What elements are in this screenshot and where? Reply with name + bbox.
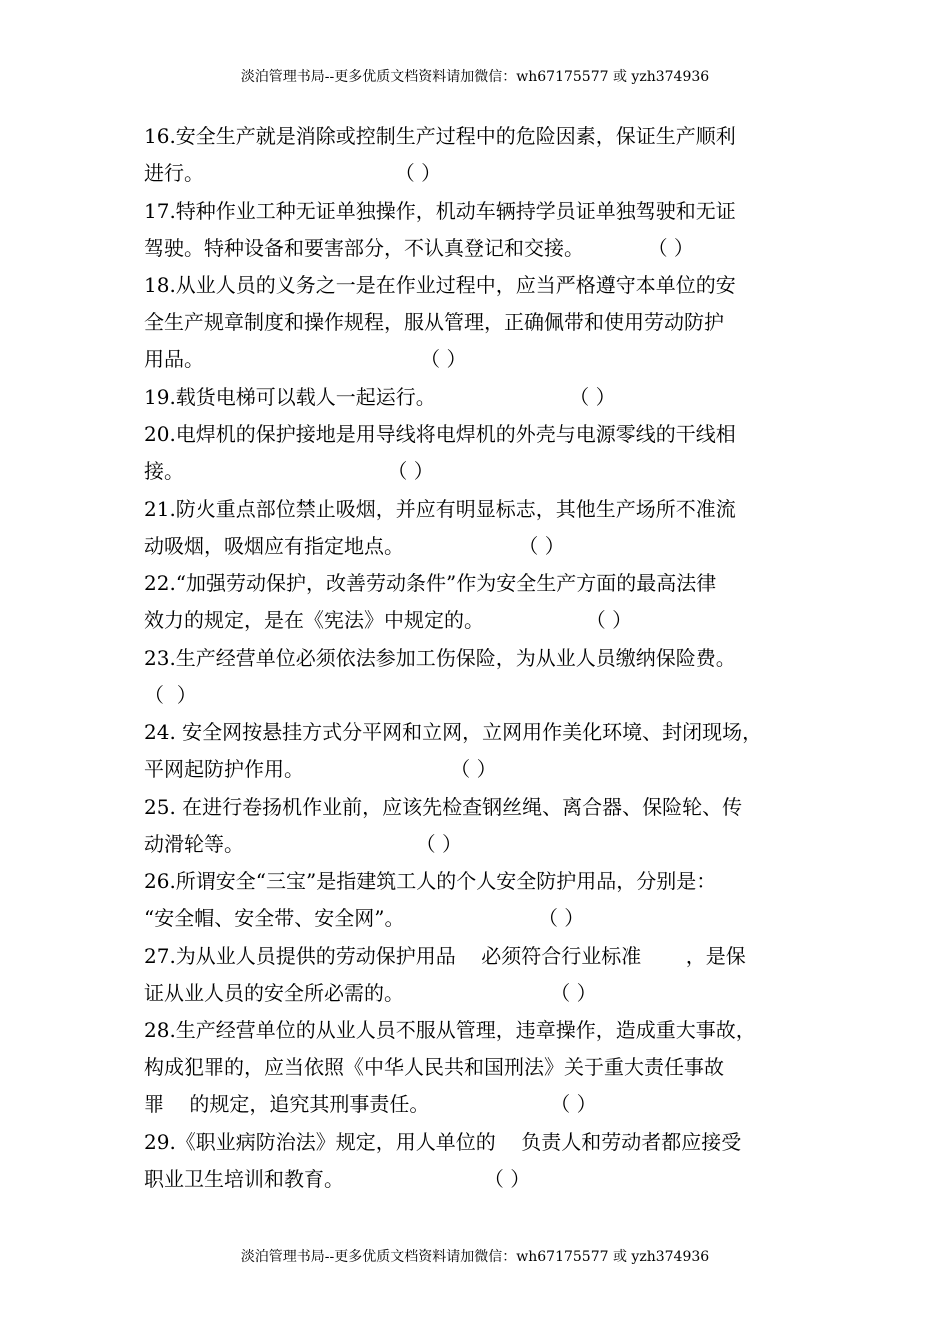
- text-line: 证从业人员的安全所必需的。 （ ）: [144, 981, 597, 1005]
- text-line: 16.安全生产就是消除或控制生产过程中的危险因素，保证生产顺利: [144, 124, 736, 148]
- page-header: 淡泊管理书局--更多优质文档资料请加微信：wh67175577 或 yzh374936: [240, 69, 710, 85]
- text-line: 平网起防护作用。 （ ）: [144, 757, 497, 781]
- text-line: 27.为从业人员提供的劳动保护用品 必须符合行业标准 ，是保: [144, 944, 746, 968]
- text-line: 25. 在进行卷扬机作业前，应该先检查钢丝绳、离合器、保险轮、传: [144, 795, 743, 819]
- text-line: 驾驶。特种设备和要害部分，不认真登记和交接。 （ ）: [144, 236, 694, 260]
- text-line: 19.载货电梯可以载人一起运行。 （ ）: [144, 385, 616, 409]
- text-line: 22.“加强劳动保护，改善劳动条件”作为安全生产方面的最高法律: [144, 571, 717, 595]
- text-line: 23.生产经营单位必须依法参加工伤保险，为从业人员缴纳保险费。: [144, 646, 736, 670]
- text-line: 全生产规章制度和操作规程，服从管理，正确佩带和使用劳动防护: [144, 310, 724, 334]
- text-line: 17.特种作业工种无证单独操作，机动车辆持学员证单独驾驶和无证: [144, 199, 736, 223]
- text-line: 18.从业人员的义务之一是在作业过程中，应当严格遵守本单位的安: [144, 273, 736, 297]
- text-line: 职业卫生培训和教育。 （ ）: [144, 1167, 531, 1191]
- page-footer: 淡泊管理书局--更多优质文档资料请加微信：wh67175577 或 yzh374936: [240, 1249, 710, 1265]
- text-line: 用品。 （ ）: [144, 347, 467, 371]
- text-line: 接。 （ ）: [144, 459, 434, 483]
- text-line: 28.生产经营单位的从业人员不服从管理，违章操作，造成重大事故，: [144, 1018, 756, 1042]
- text-line: 21.防火重点部位禁止吸烟，并应有明显标志，其他生产场所不准流: [144, 497, 736, 521]
- text-line: 进行。 （ ）: [144, 161, 442, 185]
- text-line: 24. 安全网按悬挂方式分平网和立网，立网用作美化环境、封闭现场，: [144, 720, 763, 744]
- text-line: 动吸烟，吸烟应有指定地点。 （ ）: [144, 534, 565, 558]
- text-line: 动滑轮等。 （ ）: [144, 832, 463, 856]
- text-line: 26.所谓安全“三宝”是指建筑工人的个人安全防护用品，分别是：: [144, 869, 717, 893]
- text-line: 构成犯罪的，应当依照《中华人民共和国刑法》关于重大责任事故: [144, 1055, 724, 1079]
- text-line: 罪 的规定，追究其刑事责任。 （ ）: [144, 1092, 597, 1116]
- text-line: 20.电焊机的保护接地是用导线将电焊机的外壳与电源零线的干线相: [144, 422, 736, 446]
- text-line: 效力的规定，是在《宪法》中规定的。 （ ）: [144, 608, 633, 632]
- text-line: “安全帽、安全带、安全网”。 （ ）: [144, 906, 585, 930]
- text-line: 29.《职业病防治法》规定，用人单位的 负责人和劳动者都应接受: [144, 1130, 742, 1154]
- text-line: （ ）: [144, 683, 197, 707]
